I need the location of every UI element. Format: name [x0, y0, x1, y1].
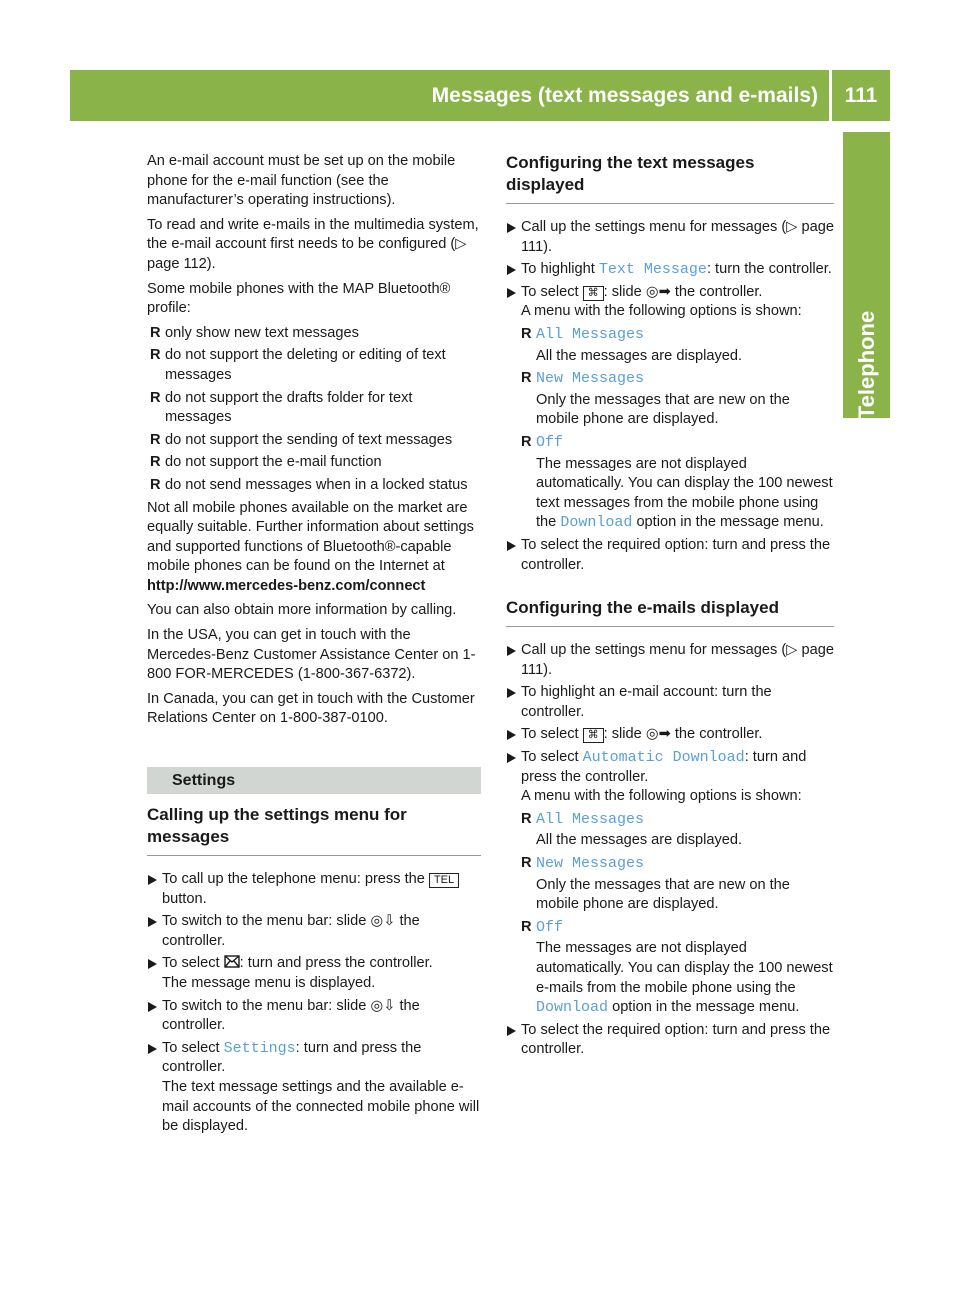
option-off: Off: [536, 433, 564, 451]
step-text: To select: [162, 955, 220, 972]
step-text: : turn and press the controller.: [521, 749, 807, 785]
option-all-messages: All Messages: [536, 325, 645, 343]
step-item: [147, 954, 481, 993]
list-item: R do not support the sending of text messages: [147, 431, 481, 451]
list-item: R do not support the drafts folder for text messages: [147, 389, 481, 428]
page-number: 111: [844, 84, 878, 107]
step-item: [147, 870, 481, 909]
paragraph: To read and write e-mails in the multimedia system, the e-mail account first needs to be configured (▷ page 112).: [147, 216, 479, 272]
url-link[interactable]: http://www.mercedes-benz.com/connect: [147, 577, 426, 594]
option-download: Download: [560, 514, 633, 532]
option-download: Download: [536, 999, 609, 1017]
option-all-messages: All Messages: [536, 810, 645, 828]
step-item: To select the required option: turn and press the controller.: [506, 536, 834, 575]
list-item: R do not send messages when in a locked status: [147, 476, 481, 496]
step-item: To select the required option: turn and press the controller.: [506, 1021, 834, 1060]
step-text: A menu with the following options is shown:: [521, 788, 802, 805]
header-title: Messages (text messages and e-mails): [431, 84, 818, 107]
page-header: [70, 70, 890, 121]
envelope-icon: [224, 955, 240, 968]
menu-settings-icon: ⌘: [583, 728, 604, 743]
step-item: [506, 725, 834, 745]
option-desc: Only the messages that are new on the mobile phone are displayed.: [536, 391, 790, 428]
option-off: Off: [536, 918, 564, 936]
step-item: Call up the settings menu for messages (▷ page 111).: [506, 641, 834, 680]
option-settings: Settings: [223, 1039, 296, 1057]
step-text: To select: [521, 749, 579, 766]
paragraph: Not all mobile phones available on the market are equally suitable. Further information about settings and supported functions of Bluetooth®-capable mobile phones can be found on the Internet at: [147, 499, 474, 575]
step-text: To select: [521, 283, 579, 300]
option-item: R New Messages Only the messages that are new on the mobile phone are displayed.: [521, 854, 834, 915]
step-text: The text message settings and the available e-mail accounts of the connected mobile phone will be displayed.: [162, 1078, 480, 1135]
list-item: R only show new text messages: [147, 324, 481, 344]
option-item: R All Messages All the messages are displayed.: [521, 325, 834, 366]
side-tab-label-wrap: [843, 132, 890, 418]
list-item: R do not support the e-mail function: [147, 453, 481, 473]
step-text: : slide ◎➡ the controller.: [603, 726, 763, 743]
option-text-message: Text Message: [598, 261, 707, 279]
step-item: [506, 748, 834, 1018]
option-item: R Off The messages are not displayed automatically. You can display the 100 newest text messages from the mobile phone using the Download option in the message menu.: [521, 433, 833, 532]
option-item: R Off The messages are not displayed automatically. You can display the 100 newest e-mails from the mobile phone using the Download option in the message menu.: [521, 918, 833, 1017]
option-desc: The messages are not displayed automatically. You can display the 100 newest text messages from the mobile phone using the: [536, 455, 833, 531]
step-item: [506, 283, 834, 533]
option-desc: All the messages are displayed.: [536, 832, 743, 849]
step-text: : turn the controller.: [706, 261, 832, 278]
step-text: To select: [162, 1039, 220, 1056]
option-item: R All Messages All the messages are displayed.: [521, 810, 834, 851]
left-column: [147, 152, 481, 1140]
step-text: A menu with the following options is shown:: [521, 303, 802, 320]
step-text: : turn and press the controller.: [162, 1039, 422, 1076]
step-item: To switch to the menu bar: slide ◎⇩ the controller.: [147, 997, 481, 1036]
side-tab-label: Telephone: [853, 310, 879, 420]
option-automatic-download: Automatic Download: [582, 749, 745, 767]
section-heading: Configuring the text messages displayed: [506, 152, 834, 204]
paragraph: In Canada, you can get in touch with the Customer Relations Center on 1-800-387-0100.: [147, 690, 475, 727]
option-desc: The messages are not displayed automatically. You can display the 100 newest e-mails from the mobile phone using the: [536, 940, 833, 996]
list-item: R do not support the deleting or editing of text messages: [147, 346, 481, 385]
paragraph: An e-mail account must be set up on the mobile phone for the e-mail function (see the manufacturer’s operating instructions).: [147, 153, 456, 209]
step-text: button.: [162, 890, 207, 907]
paragraph: In the USA, you can get in touch with the Mercedes-Benz Customer Assistance Center on 1-800 FOR-MERCEDES (1-800-367-6372).: [147, 627, 476, 683]
paragraph: You can also obtain more information by calling.: [147, 602, 457, 619]
step-item: [147, 1039, 481, 1137]
paragraph: Some mobile phones with the MAP Bluetooth® profile:: [147, 280, 451, 317]
menu-settings-icon: ⌘: [583, 286, 604, 301]
option-desc: option in the message menu.: [636, 514, 824, 531]
option-desc: Only the messages that are new on the mobile phone are displayed.: [536, 876, 790, 913]
step-item: Call up the settings menu for messages (▷ page 111).: [506, 218, 834, 257]
step-item: [506, 260, 834, 280]
option-new-messages: New Messages: [536, 855, 645, 873]
option-desc: All the messages are displayed.: [536, 347, 743, 364]
step-text: : turn and press the controller.: [239, 955, 433, 972]
step-text: The message menu is displayed.: [162, 975, 376, 991]
option-desc: option in the message menu.: [612, 999, 800, 1016]
right-column: [506, 152, 834, 1063]
step-text: To highlight: [521, 261, 595, 278]
section-heading: Configuring the e-mails displayed: [506, 597, 834, 627]
step-text: To select: [521, 726, 579, 743]
option-new-messages: New Messages: [536, 370, 645, 388]
step-item: To highlight an e-mail account: turn the controller.: [506, 683, 834, 722]
option-item: R New Messages Only the messages that are new on the mobile phone are displayed.: [521, 369, 834, 430]
settings-section-bar: Settings: [147, 767, 481, 794]
step-text: To call up the telephone menu: press the: [162, 871, 425, 888]
step-text: : slide ◎➡ the controller.: [603, 283, 763, 300]
tel-button-icon: TEL: [429, 873, 459, 888]
step-item: To switch to the menu bar: slide ◎⇩ the controller.: [147, 912, 481, 951]
section-heading: Calling up the settings menu for messages: [147, 804, 481, 856]
